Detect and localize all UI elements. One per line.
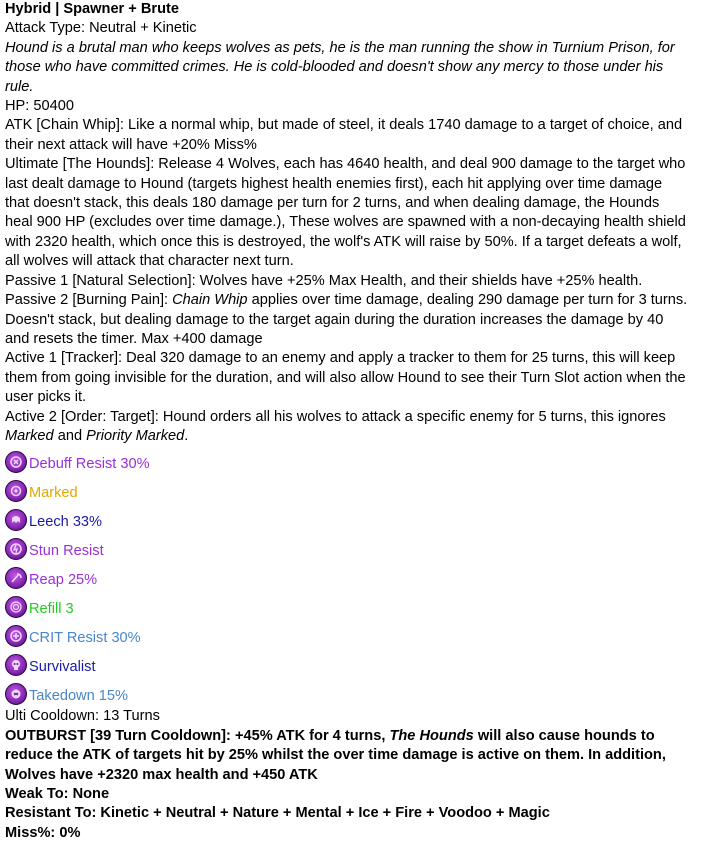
hp-stat: HP: 50400 xyxy=(5,98,74,115)
miss-stat: Miss%: 0% xyxy=(5,824,81,841)
trait-item xyxy=(5,595,689,624)
active-2-middle: and xyxy=(53,427,87,444)
reap-icon xyxy=(5,567,27,589)
active-2-italic-2: Priority Marked xyxy=(86,427,185,444)
class-header: Hybrid | Spawner + Brute xyxy=(5,1,179,17)
trait-label: Leech 33% xyxy=(29,514,103,531)
trait-item xyxy=(5,450,689,479)
trait-label: Marked xyxy=(29,485,78,502)
trait-item xyxy=(5,566,689,595)
takedown-icon xyxy=(5,683,27,705)
trait-label: Survivalist xyxy=(29,659,96,676)
stun-resist-icon xyxy=(5,538,27,560)
active-2-suffix: . xyxy=(184,427,189,444)
outburst-italic: The Hounds xyxy=(389,727,474,744)
passive-2 xyxy=(5,291,689,349)
active-2-prefix: Active 2 [Order: Target]: Hound orders all his wolves to attack a specific enemy for 5 turns, this ignores xyxy=(5,408,666,425)
description: Hound is a brutal man who keeps wolves as pets, he is the man running the show in Turnium Prison, for those who have committed crimes. He is cold-blooded and doesn't show any mercy to those under his rule. xyxy=(5,39,675,95)
trait-item xyxy=(5,653,689,682)
outburst-prefix: OUTBURST [39 Turn Cooldown]: +45% ATK for 4 turns, xyxy=(5,727,390,744)
trait-item xyxy=(5,479,689,508)
weak-to: Weak To: None xyxy=(5,785,110,802)
trait-item xyxy=(5,624,689,653)
survivalist-icon xyxy=(5,654,27,676)
outburst xyxy=(5,727,689,785)
ulti-cooldown: Ulti Cooldown: 13 Turns xyxy=(5,708,160,725)
active-1: Active 1 [Tracker]: Deal 320 damage to an enemy and apply a tracker to them for 25 turns, this will keep them from going invisible for the duration, and will also allow Hound to see their Turn Slot action when the user picks it. xyxy=(5,350,686,406)
passive-2-prefix: Passive 2 [Burning Pain]: xyxy=(5,292,173,309)
trait-item xyxy=(5,508,689,537)
ultimate-ability: Ultimate [The Hounds]: Release 4 Wolves, each has 4640 health, and deal 900 damage to the target who last dealt damage to Hound (targets highest health enemies first), each hit applying over time damage that doesn't stack, this deals 180 damage per turn for 2 turns, and when dealing damage, the Hounds heal 900 HP (excludes over time damage.), These wolves are spawned with a non-decaying health shield with 2320 health, which once this is destroyed, the wolf's ATK will raise by 50%. If a target defeats a wolf, all wolves will attack that character next turn. xyxy=(5,156,686,270)
resistant-to: Resistant To: Kinetic + Neutral + Nature + Mental + Ice + Fire + Voodoo + Magic xyxy=(5,805,550,822)
trait-list xyxy=(5,450,689,711)
trait-label: Debuff Resist 30% xyxy=(29,456,150,473)
passive-2-italic: Chain Whip xyxy=(172,292,248,309)
trait-label: Stun Resist xyxy=(29,543,104,560)
trait-label: CRIT Resist 30% xyxy=(29,630,141,647)
crit-resist-icon xyxy=(5,625,27,647)
active-2 xyxy=(5,408,689,447)
debuff-resist-icon xyxy=(5,451,27,473)
trait-label: Reap 25% xyxy=(29,572,98,589)
leech-icon xyxy=(5,509,27,531)
marked-icon xyxy=(5,480,27,502)
trait-label: Refill 3 xyxy=(29,601,74,618)
passive-1: Passive 1 [Natural Selection]: Wolves have +25% Max Health, and their shields have +25% health. xyxy=(5,272,643,289)
outburst-suffix: will also cause hounds to reduce the ATK of targets hit by 25% whilst the over time damage is active on them. In addition, Wolves have +2320 max health and +450 ATK xyxy=(5,727,666,783)
trait-label: Takedown 15% xyxy=(29,688,128,705)
trait-item xyxy=(5,537,689,566)
atk-ability: ATK [Chain Whip]: Like a normal whip, but made of steel, it deals 1740 damage to a target of choice, and their next attack will have +20% Miss% xyxy=(5,117,683,153)
passive-2-suffix: applies over time damage, dealing 290 damage per turn for 3 turns. Doesn't stack, but dealing damage to the target again during the duration increases the damage by 40 and resets the timer. Max +400 damage xyxy=(5,292,688,347)
refill-icon xyxy=(5,596,27,618)
attack-type: Attack Type: Neutral + Kinetic xyxy=(5,20,197,37)
active-2-italic-1: Marked xyxy=(5,427,54,444)
